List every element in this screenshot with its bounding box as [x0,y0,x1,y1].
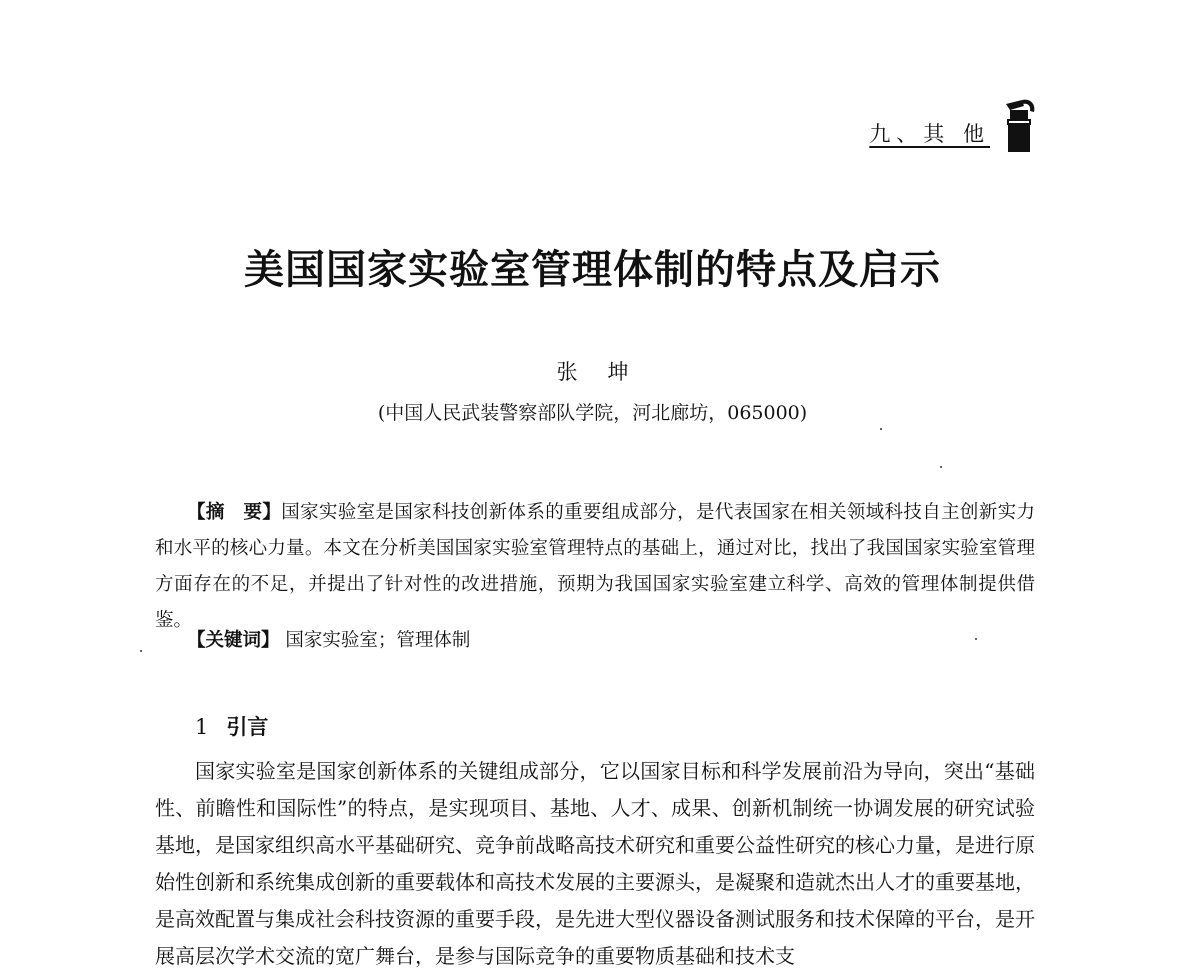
body-paragraph: 国家实验室是国家创新体系的关键组成部分，它以国家目标和科学发展前沿为导向，突出“基础性、前瞻性和国际性”的特点，是实现项目、基地、人才、成果、创新机制统一协调发展的研究试验基地，是国家组织高水平基础研究、竞争前战略高技术研究和重要公益性研究的核心力量，是进行原始性创新和系统集成创新的重要载体和高技术发展的主要源头，是凝聚和造就杰出人才的重要基地，是高效配置与集成社会科技资源的重要手段，是先进大型仪器设备测试服务和技术保障的平台，是开展高层次学术交流的宽广舞台，是参与国际竞争的重要物质基础和技术支 [155,759,1035,968]
section-number: 1 [195,715,209,739]
keywords [187,626,470,652]
scan-speck [880,428,882,430]
abstract-text: 国家实验室是国家科技创新体系的重要组成部分，是代表国家在相关领域科技自主创新实力和水平的核心力量。本文在分析美国国家实验室管理特点的基础上，通过对比，找出了我国国家实验室管理方面存在的不足，并提出了针对性的改进措施，预期为我国国家实验室建立科学、高效的管理体制提供借鉴。 [155,502,1035,631]
keywords-label: 【关键词】 [187,630,280,651]
scan-speck [940,466,942,468]
section-title: 引言 [226,714,269,739]
author-affiliation: (中国人民武装警察部队学院，河北廊坊，065000) [377,402,808,424]
scan-speck [140,650,142,652]
section-heading [195,711,268,741]
abstract [155,495,1035,639]
keywords-text: 国家实验室；管理体制 [285,630,471,651]
article-title: 美国国家实验室管理体制的特点及启示 [244,246,941,293]
abstract-label: 【摘 要】 [187,502,282,523]
scan-speck [975,638,977,640]
section-header: 九、其 他 [869,122,990,146]
author-name: 张坤 [556,360,659,384]
fire-extinguisher-icon [1000,96,1040,156]
